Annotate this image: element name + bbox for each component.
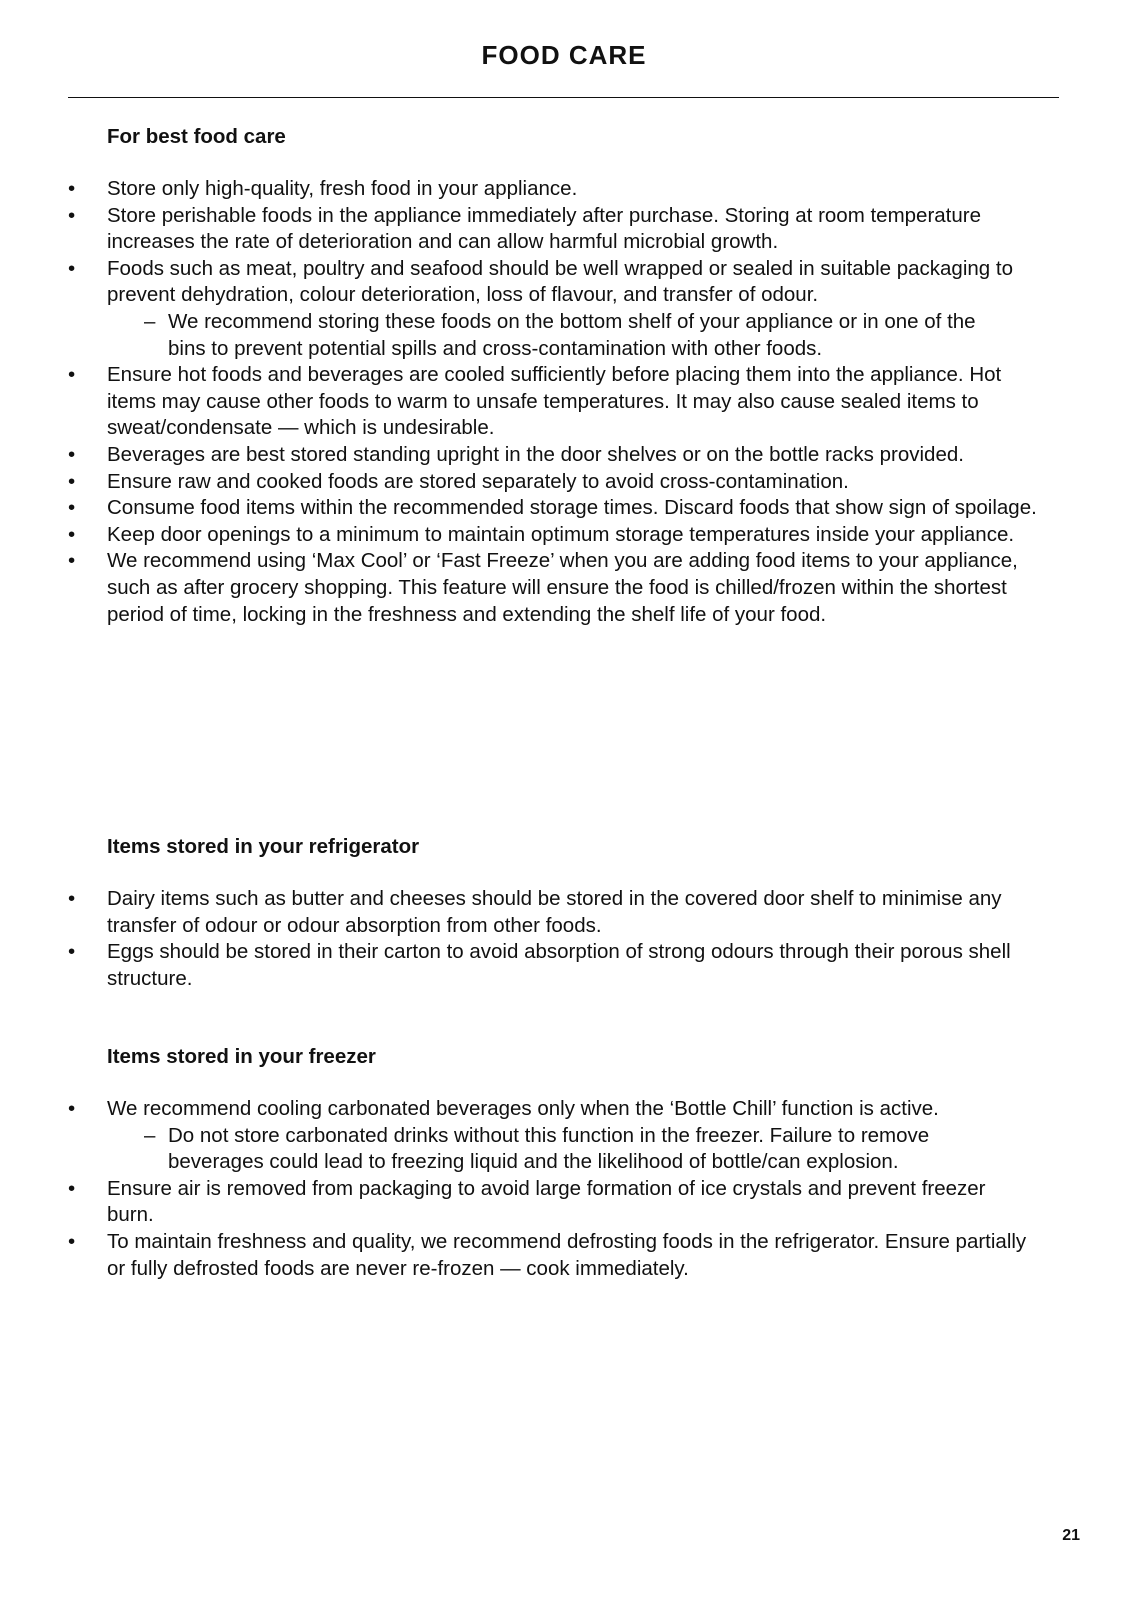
bullet-marker: • (68, 522, 76, 546)
list-item-text: Store only high-quality, fresh food in your appliance. (107, 177, 578, 200)
section-heading: Items stored in your refrigerator (107, 835, 420, 858)
bullet-marker: • (68, 177, 76, 200)
bullet-marker: • (68, 887, 76, 910)
bullet-marker: • (68, 442, 76, 466)
bullet-marker: • (68, 1176, 76, 1200)
bullet-list (0, 886, 1128, 992)
list-item-text: Dairy items such as butter and cheeses should be stored in the covered door shelf to minimise any transfer of odour or odour absorption from other foods. (107, 887, 1002, 937)
list-item-text: We recommend cooling carbonated beverages only when the ‘Bottle Chill’ function is active. (107, 1097, 939, 1120)
list-item (0, 442, 1037, 469)
bullet-marker: • (68, 1229, 76, 1253)
bullet-marker: • (68, 1097, 76, 1120)
list-item (0, 362, 1037, 442)
bullet-marker: • (68, 256, 76, 280)
list-item-text: To maintain freshness and quality, we recommend defrosting foods in the refrigerator. Ensure partially or fully defrosted foods are never re-frozen — cook immediately. (107, 1229, 1027, 1280)
list-item (0, 886, 1037, 939)
list-item (0, 522, 1037, 549)
list-item (0, 469, 1037, 496)
title-divider (68, 97, 1059, 98)
dash-marker: – (144, 1123, 156, 1147)
list-item (0, 548, 1037, 628)
sub-list (107, 309, 1037, 362)
section-heading: For best food care (107, 125, 286, 148)
bullet-marker: • (68, 496, 76, 520)
bullet-marker: • (68, 203, 76, 227)
list-item-text: Store perishable foods in the appliance immediately after purchase. Storing at room temperature increases the rate of deterioration and can allow harmful microbial growth. (107, 203, 982, 254)
list-item-text: Beverages are best stored standing upright in the door shelves or on the bottle racks provided. (107, 442, 964, 466)
bullet-marker: • (68, 940, 76, 964)
list-item-text: Consume food items within the recommended storage times. Discard foods that show sign of spoilage. (107, 496, 1037, 520)
page-title: FOOD CARE (481, 40, 647, 70)
list-item-text: Foods such as meat, poultry and seafood should be well wrapped or sealed in suitable packaging to prevent dehydration, colour deterioration, loss of flavour, and transfer of odour. (107, 256, 1013, 307)
list-item (0, 939, 1037, 992)
list-item-text: Ensure raw and cooked foods are stored separately to avoid cross-contamination. (107, 469, 849, 493)
sub-list-item (107, 1123, 998, 1176)
list-item-text: Ensure air is removed from packaging to avoid large formation of ice crystals and prevent freezer burn. (107, 1176, 986, 1227)
bullet-marker: • (68, 549, 76, 573)
bullet-marker: • (68, 363, 76, 387)
section-heading: Items stored in your freezer (107, 1045, 376, 1068)
list-item (0, 1229, 1037, 1282)
list-item (0, 203, 1037, 256)
list-item-text: We recommend using ‘Max Cool’ or ‘Fast Freeze’ when you are adding food items to your appliance, such as after grocery shopping. This feature will ensure the food is chilled/frozen within the shortest period of time, locking in the freshness and extending the shelf life of your food. (107, 549, 1018, 626)
sub-list-item-text: We recommend storing these foods on the bottom shelf of your appliance or in one of the bins to prevent potential spills and cross-contamination with other foods. (168, 309, 976, 360)
list-item (0, 256, 1037, 362)
bullet-marker: • (68, 469, 76, 493)
bullet-list (0, 176, 1128, 628)
list-item-text: Eggs should be stored in their carton to avoid absorption of strong odours through their porous shell structure. (107, 940, 1011, 990)
page-number: 21 (1062, 1527, 1080, 1544)
list-item (0, 1176, 1037, 1229)
list-item-text: Ensure hot foods and beverages are cooled sufficiently before placing them into the appliance. Hot items may cause other foods to warm to unsafe temperatures. It may also cause sealed items to sweat/condensate — which is undesirable. (107, 363, 1002, 440)
dash-marker: – (144, 309, 156, 333)
list-item (0, 176, 1037, 203)
sub-list-item (107, 309, 998, 362)
list-item-text: Keep door openings to a minimum to maintain optimum storage temperatures inside your appliance. (107, 522, 1015, 546)
list-item (0, 495, 1037, 522)
sub-list (107, 1123, 1037, 1176)
list-item (0, 1096, 1037, 1176)
bullet-list (0, 1096, 1128, 1282)
sub-list-item-text: Do not store carbonated drinks without this function in the freezer. Failure to remove beverages could lead to freezing liquid and the likelihood of bottle/can explosion. (168, 1123, 930, 1174)
